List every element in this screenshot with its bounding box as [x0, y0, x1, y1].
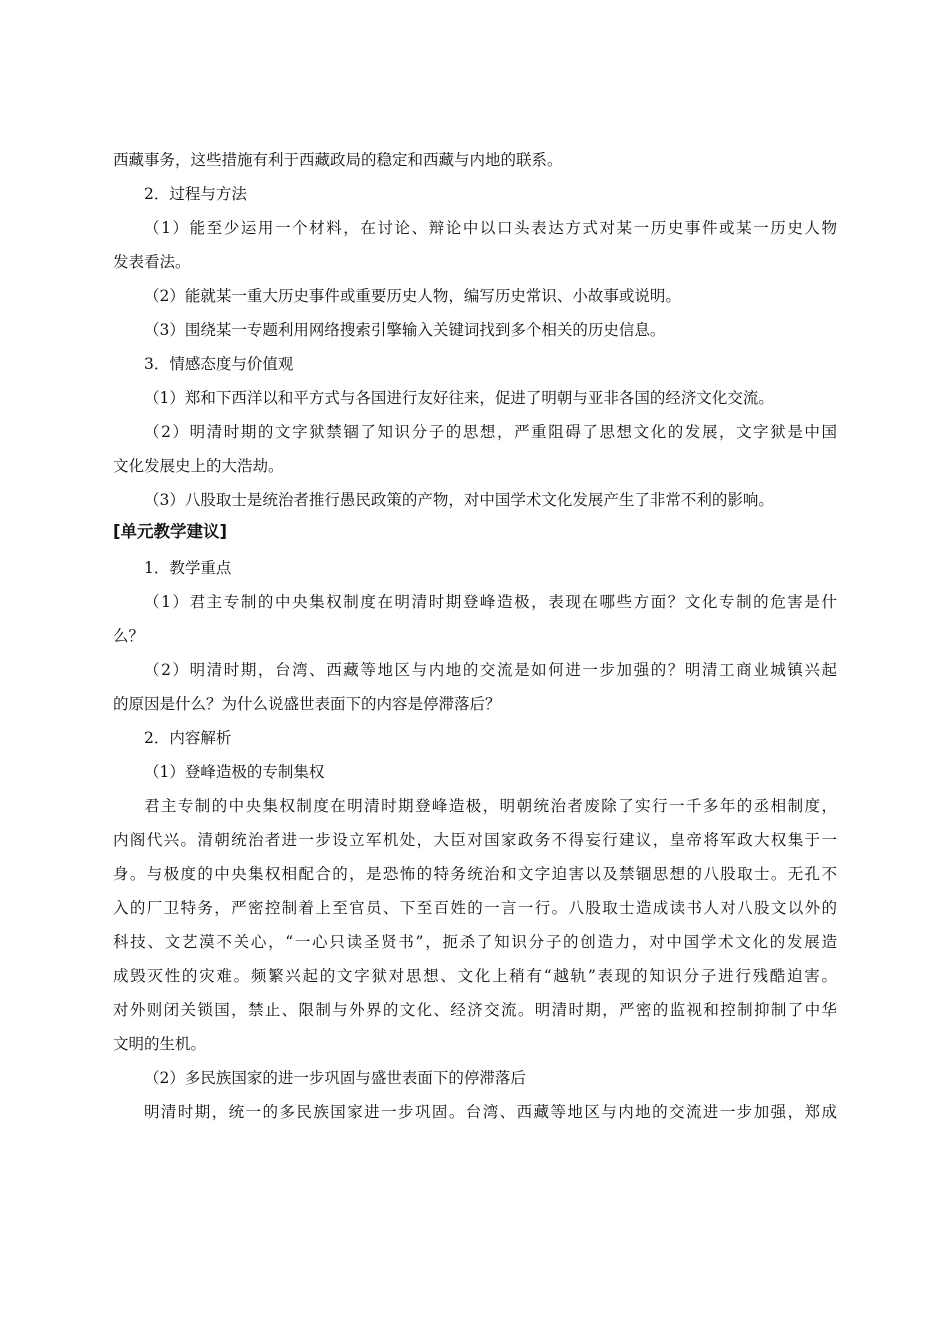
- paragraph-line: （2）明清时期的文字狱禁锢了知识分子的思想，严重阻碍了思想文化的发展，文字狱是中国: [144, 423, 837, 441]
- paragraph-line: 成毁灭性的灾难。频繁兴起的文字狱对思想、文化上稍有“越轨”表现的知识分子进行残酷迫害。: [113, 967, 837, 985]
- unit-teaching-suggestion-heading: [单元教学建议]: [113, 522, 228, 541]
- paragraph-line: （1）郑和下西洋以和平方式与各国进行友好往来，促进了明朝与亚非各国的经济文化交流。: [144, 389, 774, 407]
- paragraph-line: 科技、文艺漠不关心，“一心只读圣贤书”，扼杀了知识分子的创造力，对中国学术文化的发展造: [113, 933, 837, 951]
- paragraph-line: 君主专制的中央集权制度在明清时期登峰造极，明朝统治者废除了实行一千多年的丞相制度，: [144, 797, 837, 815]
- paragraph-line: （1）能至少运用一个材料，在讨论、辩论中以口头表达方式对某一历史事件或某一历史人物: [144, 219, 837, 237]
- paragraph-line: 对外则闭关锁国，禁止、限制与外界的文化、经济交流。明清时期，严密的监视和控制抑制了中华: [113, 1001, 837, 1019]
- paragraph-line: 发表看法。: [113, 253, 191, 271]
- section-heading-emotion-values: 3．情感态度与价值观: [144, 355, 294, 373]
- section-heading-content-analysis: 2．内容解析: [144, 729, 232, 747]
- paragraph-line: （2）能就某一重大历史事件或重要历史人物，编写历史常识、小故事或说明。: [144, 287, 681, 305]
- paragraph-line: 明清时期，统一的多民族国家进一步巩固。台湾、西藏等地区与内地的交流进一步加强，郑成: [144, 1103, 837, 1121]
- document-page: [113, 143, 837, 1129]
- paragraph-line: 入的厂卫特务，严密控制着上至官员、下至百姓的一言一行。八股取士造成读书人对八股文以外的: [113, 899, 837, 917]
- subsection-heading: （1）登峰造极的专制集权: [144, 763, 325, 781]
- section-heading-process-method: 2．过程与方法: [144, 185, 247, 203]
- subsection-heading: （2）多民族国家的进一步巩固与盛世表面下的停滞落后: [144, 1069, 526, 1087]
- paragraph-line: 内阁代兴。清朝统治者进一步设立军机处，大臣对国家政务不得妄行建议，皇帝将军政大权集于一: [113, 831, 837, 849]
- paragraph-line: 文化发展史上的大浩劫。: [113, 457, 284, 475]
- section-heading-teaching-focus: 1．教学重点: [144, 559, 232, 577]
- paragraph-line: （3）八股取士是统治者推行愚民政策的产物，对中国学术文化发展产生了非常不利的影响。: [144, 491, 774, 509]
- paragraph-line: 文明的生机。: [113, 1035, 207, 1053]
- paragraph-line: 西藏事务，这些措施有利于西藏政局的稳定和西藏与内地的联系。: [113, 151, 563, 169]
- paragraph-line: 身。与极度的中央集权相配合的，是恐怖的特务统治和文字迫害以及禁锢思想的八股取士。无孔不: [113, 865, 837, 883]
- paragraph-line: （1）君主专制的中央集权制度在明清时期登峰造极，表现在哪些方面？文化专制的危害是什: [144, 593, 837, 611]
- paragraph-line: （2）明清时期，台湾、西藏等地区与内地的交流是如何进一步加强的？明清工商业城镇兴起: [144, 661, 837, 679]
- paragraph-line: 么？: [113, 627, 145, 645]
- paragraph-line: 的原因是什么？为什么说盛世表面下的内容是停滞落后？: [113, 695, 501, 713]
- paragraph-line: （3）围绕某一专题利用网络搜索引擎输入关键词找到多个相关的历史信息。: [144, 321, 666, 339]
